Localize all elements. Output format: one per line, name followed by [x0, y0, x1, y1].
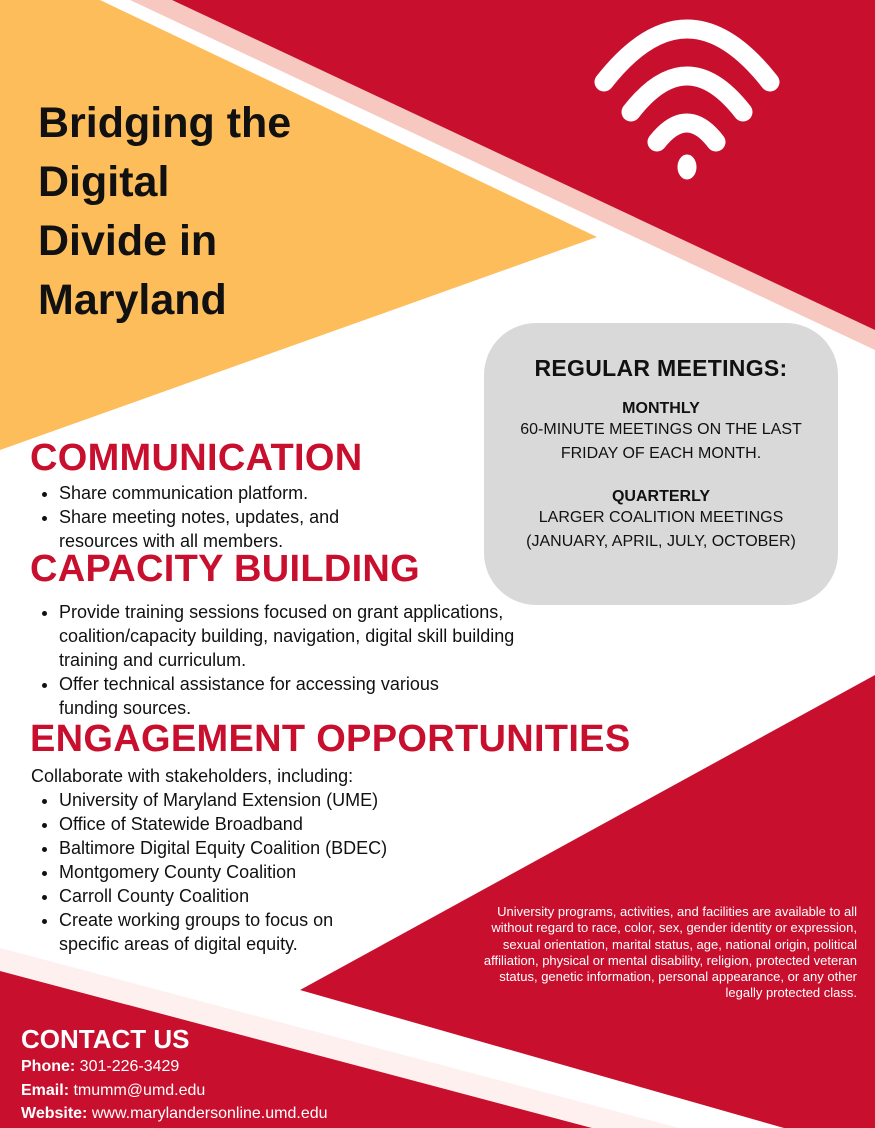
engagement-intro: Collaborate with stakeholders, including: [31, 766, 354, 786]
quarterly-text-line2: (JANUARY, APRIL, JULY, OCTOBER) [526, 533, 796, 550]
contact-block [21, 1023, 328, 1126]
website-label: Website: [21, 1105, 88, 1122]
list-item: • Share meeting notes, updates, and resources with all members. [59, 505, 399, 553]
list-item: • Provide training sessions focused on grant applications, coalition/capacity building, navigation, digital skill building training and curriculum. [59, 600, 524, 672]
list-item: • Baltimore Digital Equity Coalition (BDEC) [59, 836, 389, 860]
contact-phone [21, 1055, 328, 1079]
engagement-list [31, 788, 389, 956]
phone-value[interactable]: 301-226-3429 [79, 1058, 180, 1075]
heading-capacity-building: CAPACITY BUILDING [30, 548, 421, 590]
quarterly-text-line1: LARGER COALITION MEETINGS [538, 509, 784, 526]
meetings-title: REGULAR MEETINGS: [534, 355, 788, 381]
capacity-list [31, 600, 524, 720]
phone-label: Phone: [21, 1058, 76, 1075]
list-item: • Create working groups to focus on specific areas of digital equity. [59, 908, 389, 956]
contact-heading: CONTACT US [21, 1024, 190, 1054]
monthly-label: MONTHLY [622, 400, 700, 417]
communication-list [31, 481, 399, 553]
list-item: • Montgomery County Coalition [59, 860, 389, 884]
list-item: • Offer technical assistance for accessing various funding sources. [59, 672, 524, 720]
website-link[interactable]: www.marylandersonline.umd.edu [91, 1105, 328, 1122]
page-title: Bridging the Digital Divide in Maryland [38, 99, 292, 324]
monthly-text: 60-MINUTE MEETINGS ON THE LAST FRIDAY OF EACH MONTH. [520, 421, 802, 462]
list-item: • Office of Statewide Broadband [59, 812, 389, 836]
regular-meetings-box [484, 323, 838, 605]
list-item: • University of Maryland Extension (UME) [59, 788, 389, 812]
heading-engagement: ENGAGEMENT OPPORTUNITIES [30, 718, 631, 760]
contact-website [21, 1102, 328, 1126]
email-label: Email: [21, 1081, 70, 1099]
heading-communication: COMMUNICATION [30, 437, 363, 479]
disclaimer: University programs, activities, and facilities are available to all without regard to race, color, sex, gender identity or expression, sexual orientation, marital status, age, national origin, political affiliation, physical or mental disability, religion, protected veteran status, genetic information, personal appearance, or any other legally protected class. [483, 904, 857, 1001]
list-item: • Share communication platform. [59, 481, 399, 505]
contact-email [21, 1079, 328, 1103]
list-item: • Carroll County Coalition [59, 884, 389, 908]
email-link[interactable]: tmumm@umd.edu [73, 1081, 206, 1099]
quarterly-label: QUARTERLY [611, 488, 711, 505]
